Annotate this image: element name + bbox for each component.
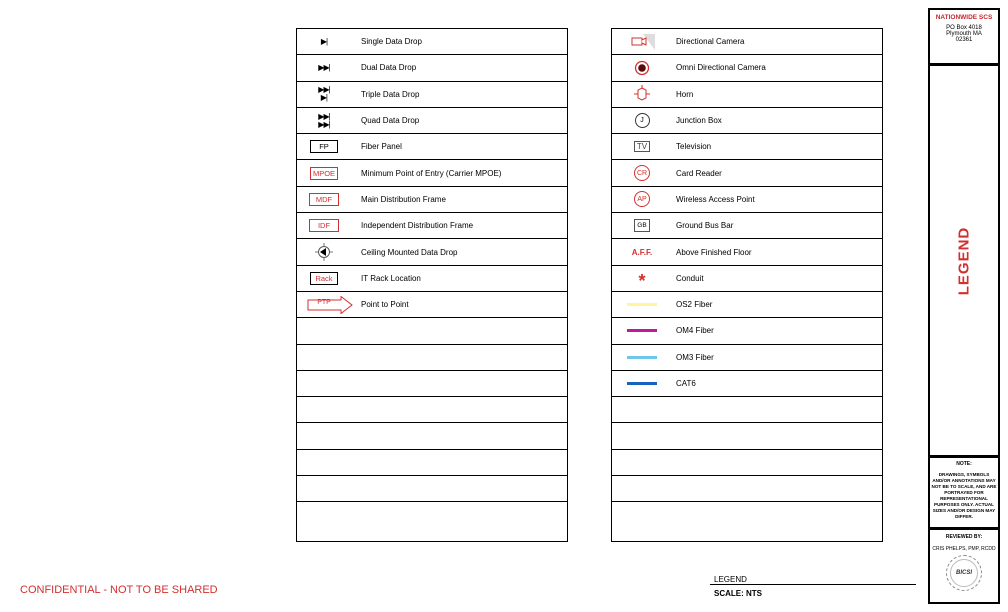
- empty-row: [297, 318, 567, 344]
- cat6-swatch: [616, 371, 668, 396]
- sheet-title-block: [930, 66, 998, 458]
- legend-row: [297, 55, 567, 81]
- legend-row: [612, 318, 882, 344]
- note-block: [930, 458, 998, 530]
- note-heading: NOTE:: [956, 461, 972, 467]
- dual-data-drop-icon: ▶▶|: [318, 62, 330, 72]
- legend-label: OM3 Fiber: [676, 352, 714, 362]
- legend-label: Conduit: [676, 273, 704, 283]
- fiber-panel-symbol: FP: [310, 140, 338, 153]
- junction-symbol: J: [635, 113, 650, 128]
- legend-row: [297, 161, 567, 187]
- legend-label: Minimum Point of Entry (Carrier MPOE): [361, 168, 502, 178]
- aff-symbol-icon: [616, 239, 668, 264]
- legend-row: [612, 345, 882, 371]
- confidential-notice: CONFIDENTIAL - NOT TO BE SHARED: [20, 584, 218, 596]
- horn-icon: [616, 82, 668, 107]
- idf-icon: [301, 213, 347, 238]
- legend-table-left: [296, 28, 568, 542]
- empty-row: [297, 502, 567, 528]
- scale-label: SCALE: NTS: [714, 589, 762, 598]
- empty-row: [297, 345, 567, 371]
- legend-row: [297, 108, 567, 134]
- reviewed-heading: REVIEWED BY:: [945, 534, 983, 540]
- legend-row: [612, 134, 882, 160]
- mpoe-symbol: MPOE: [310, 167, 338, 180]
- legend-label: Point to Point: [361, 300, 409, 310]
- sheet-title-footer: LEGEND: [714, 575, 747, 584]
- legend-row: [297, 134, 567, 160]
- bicsi-seal-icon: [946, 555, 982, 591]
- reviewed-block: [930, 530, 998, 602]
- legend-label: Television: [676, 142, 712, 152]
- empty-row: [612, 424, 882, 450]
- legend-label: Wireless Access Point: [676, 194, 755, 204]
- legend-row: [612, 266, 882, 292]
- gb-symbol: GB: [634, 219, 649, 232]
- legend-row: [297, 266, 567, 292]
- conduit-icon: [616, 266, 668, 291]
- address-line: PO Box 4018: [946, 25, 982, 31]
- empty-row: [612, 502, 882, 528]
- empty-row: [297, 371, 567, 397]
- empty-row: [297, 424, 567, 450]
- om4-fiber-swatch: [616, 318, 668, 343]
- single-data-drop-icon: ▶|: [320, 36, 328, 46]
- title-block-rule: [710, 584, 916, 585]
- legend-row: [612, 213, 882, 239]
- legend-row: [297, 213, 567, 239]
- point-to-point-icon: [305, 292, 355, 317]
- ptp-symbol: PTP: [317, 298, 331, 306]
- om3-fiber-swatch: [616, 345, 668, 370]
- legend-label: Ground Bus Bar: [676, 221, 734, 231]
- legend-label: CAT6: [676, 379, 696, 389]
- legend-row: [612, 371, 882, 397]
- empty-row: [612, 476, 882, 502]
- aff-symbol: A.F.F.: [631, 247, 653, 257]
- junction-box-icon: [616, 108, 668, 133]
- cr-symbol: CR: [634, 165, 650, 181]
- company-name: NATIONWIDE SCS: [935, 14, 993, 21]
- legend-label: Fiber Panel: [361, 142, 402, 152]
- mpoe-icon: [301, 161, 347, 186]
- empty-row: [297, 450, 567, 476]
- mdf-symbol: MDF: [309, 193, 339, 206]
- legend-row: [612, 187, 882, 213]
- legend-label: Above Finished Floor: [676, 247, 752, 257]
- fiber-panel-icon: [301, 134, 347, 159]
- legend-label: Directional Camera: [676, 37, 745, 47]
- mdf-icon: [301, 187, 347, 212]
- address-line: 02361: [955, 37, 973, 43]
- legend-label: Horn: [676, 89, 694, 99]
- legend-row: [297, 292, 567, 318]
- idf-symbol: IDF: [309, 219, 339, 232]
- omni-camera-icon: [616, 55, 668, 80]
- legend-label: Main Distribution Frame: [361, 194, 446, 204]
- reviewer-name: CRIS PHELPS, PMP, RCDD: [932, 546, 996, 552]
- seal-text: BICSI: [955, 570, 972, 576]
- ap-symbol: AP: [634, 191, 650, 207]
- legend-row: [612, 292, 882, 318]
- legend-row: [612, 108, 882, 134]
- quad-data-drop-icon: ▶▶| ▶▶|: [318, 111, 330, 129]
- legend-table-right: [611, 28, 883, 542]
- company-block: [930, 10, 998, 66]
- legend-row: [297, 82, 567, 108]
- conduit-symbol: *: [638, 270, 646, 291]
- legend-label: Quad Data Drop: [361, 116, 420, 126]
- triple-data-drop-icon: ▶▶| ▶|: [318, 85, 330, 103]
- title-block: [928, 8, 1000, 604]
- directional-camera-icon: [616, 29, 668, 54]
- legend-row: [297, 239, 567, 265]
- empty-row: [612, 397, 882, 423]
- note-text: DRAWINGS, SYMBOLS AND/OR ANNOTATIONS MAY NOT BE TO SCALE, AND ARE PORTRAYED FOR REPRESENTATIONAL PURPOSES ONLY. ACTUAL SIZES AND/OR DESIGN MAY DIFFER.: [931, 472, 997, 519]
- television-icon: [616, 134, 668, 159]
- legend-label: Omni Directional Camera: [676, 63, 766, 73]
- legend-row: [612, 55, 882, 81]
- legend-row: [612, 82, 882, 108]
- empty-row: [297, 397, 567, 423]
- legend-row: [612, 161, 882, 187]
- address-line: Plymouth MA: [946, 31, 982, 37]
- legend-label: OM4 Fiber: [676, 326, 714, 336]
- legend-label: Ceiling Mounted Data Drop: [361, 247, 458, 257]
- legend-row: [612, 239, 882, 265]
- legend-label: OS2 Fiber: [676, 300, 713, 310]
- sheet-title: LEGEND: [955, 226, 973, 295]
- empty-row: [612, 450, 882, 476]
- wireless-access-point-icon: [616, 187, 668, 212]
- legend-label: Junction Box: [676, 116, 722, 126]
- legend-label: Card Reader: [676, 168, 722, 178]
- legend-row: [297, 187, 567, 213]
- rack-symbol: Rack: [310, 272, 337, 285]
- legend-label: Triple Data Drop: [361, 89, 420, 99]
- legend-label: Dual Data Drop: [361, 63, 417, 73]
- legend-label: Single Data Drop: [361, 37, 422, 47]
- tv-symbol: TV: [634, 141, 650, 152]
- legend-label: IT Rack Location: [361, 273, 421, 283]
- legend-label: Independent Distribution Frame: [361, 221, 474, 231]
- card-reader-icon: [616, 161, 668, 186]
- ground-bus-bar-icon: [616, 213, 668, 238]
- legend-row: [612, 29, 882, 55]
- it-rack-icon: [301, 266, 347, 291]
- os2-fiber-swatch: [616, 292, 668, 317]
- empty-row: [297, 476, 567, 502]
- legend-row: [297, 29, 567, 55]
- ceiling-data-drop-icon: [301, 239, 347, 264]
